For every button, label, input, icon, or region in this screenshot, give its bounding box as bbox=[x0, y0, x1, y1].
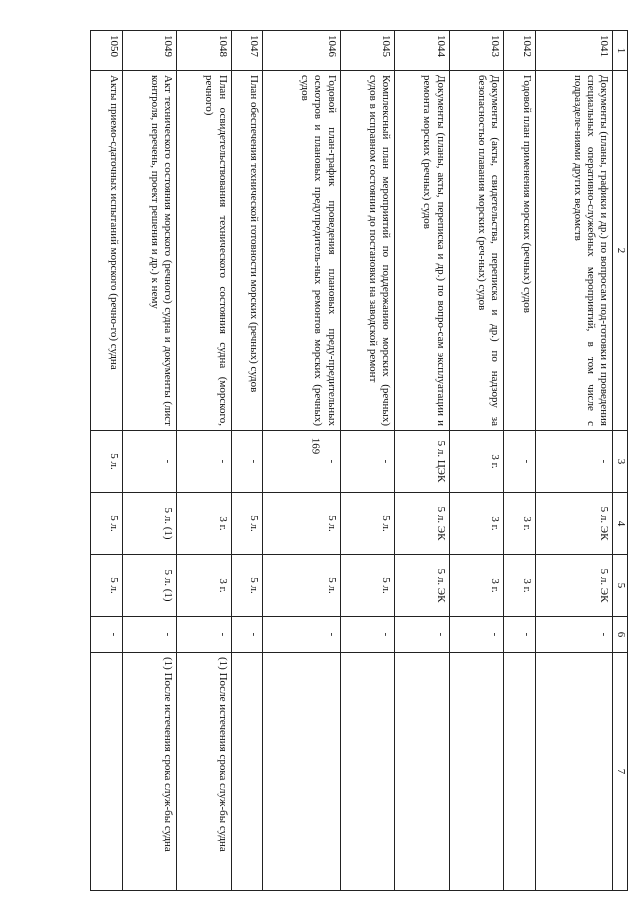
cell-col4: 5 л. bbox=[263, 493, 340, 555]
cell-col5: 3 г. bbox=[177, 555, 231, 617]
cell-col5: 5 л. bbox=[231, 555, 263, 617]
row-number: 1041 bbox=[535, 31, 612, 71]
cell-col6: - bbox=[122, 617, 176, 653]
row-description: Годовой план применения морских (речных) судов bbox=[504, 71, 536, 431]
row-number: 1044 bbox=[395, 31, 449, 71]
row-number: 1046 bbox=[263, 31, 340, 71]
table-row bbox=[449, 31, 503, 891]
cell-col5: 3 г. bbox=[449, 555, 503, 617]
row-description: Акты приемо-сдаточных испытаний морского (речно-го) судна bbox=[91, 71, 123, 431]
cell-col6: - bbox=[504, 617, 536, 653]
cell-col6: - bbox=[263, 617, 340, 653]
cell-col6: - bbox=[177, 617, 231, 653]
row-description: Годовой план-график проведения плановых преду-предительных осмотров и плановых предупредитель-ных ремонтов морских (речных) судов bbox=[263, 71, 340, 431]
cell-col3: - bbox=[122, 431, 176, 493]
cell-col3: - bbox=[231, 431, 263, 493]
document-table bbox=[90, 30, 628, 891]
cell-col5: 5 л. bbox=[340, 555, 394, 617]
row-description: План обеспечения технической готовности морских (речных) судов bbox=[231, 71, 263, 431]
header-cell: 7 bbox=[613, 653, 628, 891]
table-rotation-inner bbox=[90, 30, 628, 890]
table-row bbox=[177, 31, 231, 891]
cell-col3: 5 л. ЦЭК bbox=[395, 431, 449, 493]
cell-col5: 3 г. bbox=[504, 555, 536, 617]
row-number: 1045 bbox=[340, 31, 394, 71]
row-description: Документы (планы, графики и др.) по вопросам под-готовки и проведения специальных оперативно-служебных мероприятий, в том числе с подразделе-ниями других ведомств bbox=[535, 71, 612, 431]
row-description: Документы (акты, свидетельства, переписка и др.) по надзору за безопасностью плавания морских (реч-ных) судов bbox=[449, 71, 503, 431]
row-number: 1048 bbox=[177, 31, 231, 71]
cell-col4: 5 л. ЭК bbox=[395, 493, 449, 555]
cell-col3: - bbox=[535, 431, 612, 493]
row-description: Акт технического состояния морского (речного) судна и документы (лист контроля, перечень, проект решения и др.) к нему bbox=[122, 71, 176, 431]
table-row bbox=[535, 31, 612, 891]
cell-col5: 5 л. (1) bbox=[122, 555, 176, 617]
table-row bbox=[504, 31, 536, 891]
table-header bbox=[613, 31, 628, 891]
cell-note bbox=[340, 653, 394, 891]
row-number: 1049 bbox=[122, 31, 176, 71]
cell-note bbox=[535, 653, 612, 891]
header-cell: 6 bbox=[613, 617, 628, 653]
cell-note bbox=[504, 653, 536, 891]
row-description: План освидетельствования технического состояния судна (морского, речного) bbox=[177, 71, 231, 431]
cell-col4: 5 л. (1) bbox=[122, 493, 176, 555]
row-description: Комплексный план мероприятий по поддержанию морских (речных) судов в исправном состоянии до постановки на заводской ремонт bbox=[340, 71, 394, 431]
cell-col6: - bbox=[231, 617, 263, 653]
row-number: 1042 bbox=[504, 31, 536, 71]
row-description: Документы (планы, акты, переписка и др.) по вопро-сам эксплуатации и ремонта морских (речных) судов bbox=[395, 71, 449, 431]
cell-col3: - bbox=[340, 431, 394, 493]
cell-col4: 5 л. bbox=[91, 493, 123, 555]
cell-col4: 3 г. bbox=[504, 493, 536, 555]
cell-col6: - bbox=[91, 617, 123, 653]
table-row bbox=[263, 31, 340, 891]
cell-col6: - bbox=[395, 617, 449, 653]
cell-col3: - bbox=[504, 431, 536, 493]
table-row bbox=[395, 31, 449, 891]
cell-col3: 5 л. bbox=[91, 431, 123, 493]
cell-note bbox=[231, 653, 263, 891]
table-row bbox=[231, 31, 263, 891]
cell-col4: 3 г. bbox=[177, 493, 231, 555]
page-number: 169 bbox=[309, 437, 322, 455]
cell-note bbox=[263, 653, 340, 891]
cell-note: (1) После истечения срока служ-бы судна bbox=[177, 653, 231, 891]
cell-col3: - bbox=[263, 431, 340, 493]
row-number: 1043 bbox=[449, 31, 503, 71]
table-row bbox=[340, 31, 394, 891]
cell-col5: 5 л. bbox=[91, 555, 123, 617]
cell-col4: 3 г. bbox=[449, 493, 503, 555]
table-body bbox=[91, 31, 613, 891]
cell-col3: 3 г. bbox=[449, 431, 503, 493]
header-row bbox=[613, 31, 628, 891]
cell-col3: - bbox=[177, 431, 231, 493]
header-cell: 4 bbox=[613, 493, 628, 555]
cell-col5: 5 л. bbox=[263, 555, 340, 617]
cell-note bbox=[395, 653, 449, 891]
row-number: 1047 bbox=[231, 31, 263, 71]
cell-note bbox=[91, 653, 123, 891]
cell-col4: 5 л. ЭК bbox=[535, 493, 612, 555]
cell-note bbox=[449, 653, 503, 891]
cell-note: (1) После истечения срока служ-бы судна bbox=[122, 653, 176, 891]
table-row bbox=[122, 31, 176, 891]
table-row bbox=[91, 31, 123, 891]
table-rotation-frame bbox=[90, 30, 628, 890]
header-cell: 1 bbox=[613, 31, 628, 71]
row-number: 1050 bbox=[91, 31, 123, 71]
header-cell: 5 bbox=[613, 555, 628, 617]
cell-col6: - bbox=[535, 617, 612, 653]
cell-col5: 5 л. ЭК bbox=[535, 555, 612, 617]
header-cell: 3 bbox=[613, 431, 628, 493]
cell-col6: - bbox=[449, 617, 503, 653]
cell-col4: 5 л. bbox=[340, 493, 394, 555]
cell-col5: 5 л. ЭК bbox=[395, 555, 449, 617]
cell-col4: 5 л. bbox=[231, 493, 263, 555]
cell-col6: - bbox=[340, 617, 394, 653]
header-cell: 2 bbox=[613, 71, 628, 431]
